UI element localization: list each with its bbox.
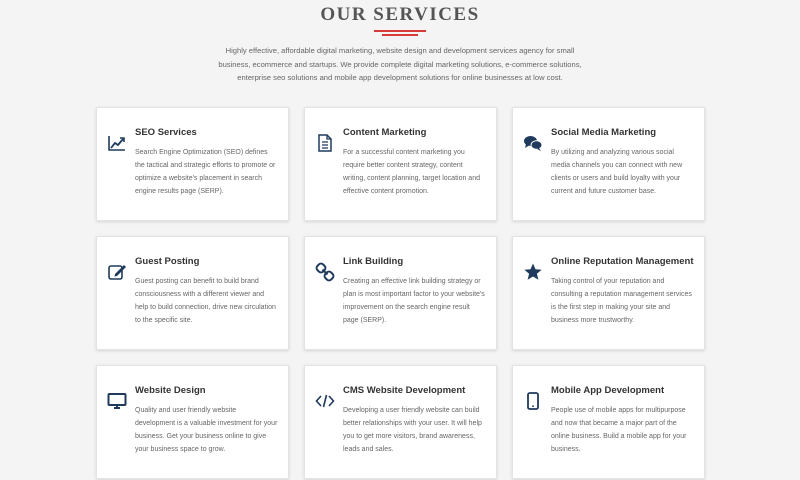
service-description: Quality and user friendly website development is a valuable investment for your business. Get your business online to give your business space to grow. xyxy=(135,407,278,453)
service-description: Creating an effective link building strategy or plan is most important factor to your website's improvement on the search engine result page (SERP). xyxy=(343,278,485,324)
title-underline xyxy=(374,30,426,36)
service-card-cms-development[interactable] xyxy=(304,365,497,479)
service-description: People use of mobile apps for multipurpose and now that became a major part of the online business. Build a mobile app for your business. xyxy=(551,407,687,453)
service-card-guest-posting[interactable] xyxy=(96,236,289,350)
chat-bubbles-icon xyxy=(523,133,545,155)
service-title: Content Marketing xyxy=(343,127,427,138)
service-card-mobile-app[interactable] xyxy=(512,365,705,479)
service-title: SEO Services xyxy=(135,127,197,138)
service-description: Taking control of your reputation and consulting a reputation management services is the first step in making your site and business more trustworthy. xyxy=(551,278,692,324)
service-title: Online Reputation Management xyxy=(551,256,694,267)
document-icon xyxy=(315,133,337,155)
service-title: Website Design xyxy=(135,385,206,396)
section-intro: Highly effective, affordable digital marketing, website design and development services agency for small business, ecommerce and startups. We provide complete digital marketing solutions, e-commerce solutions, enterprise seo solutions and mobile app development solutions for online businesses at low cost. xyxy=(218,46,582,82)
service-title: Link Building xyxy=(343,256,404,267)
service-card-link-building[interactable] xyxy=(304,236,497,350)
monitor-icon xyxy=(107,391,129,413)
line-chart-icon xyxy=(107,133,129,155)
edit-icon xyxy=(107,262,129,284)
star-icon xyxy=(523,262,545,284)
service-title: Mobile App Development xyxy=(551,385,665,396)
service-card-seo[interactable] xyxy=(96,107,289,221)
link-icon xyxy=(315,262,337,284)
service-card-website-design[interactable] xyxy=(96,365,289,479)
service-description: Developing a user friendly website can build better relationships with your user. It will help you to get more visitors, brand awareness, leads and sales. xyxy=(343,407,482,453)
service-card-reputation-management[interactable] xyxy=(512,236,705,350)
service-description: Search Engine Optimization (SEO) defines the tactical and strategic efforts to promote or optimize a website's placement in search engine results page (SERP). xyxy=(135,149,276,195)
service-title: Guest Posting xyxy=(135,256,200,267)
service-description: Guest posting can benefit to build brand consciousness with a different viewer and help to build connection, drive new circulation to the specific site. xyxy=(135,278,276,324)
service-card-social-media[interactable] xyxy=(512,107,705,221)
mobile-icon xyxy=(523,391,545,413)
service-description: By utilizing and analyzing various social media channels you can connect with new clients or users and build loyalty with your current and future customer base. xyxy=(551,149,683,195)
service-title: CMS Website Development xyxy=(343,385,466,396)
services-header xyxy=(0,0,800,85)
service-description: For a successful content marketing you require better content strategy, content writing, content planning, target location and effective content promotion. xyxy=(343,149,480,195)
service-card-content-marketing[interactable] xyxy=(304,107,497,221)
section-title: OUR SERVICES xyxy=(320,4,480,25)
services-grid xyxy=(96,107,705,479)
code-icon xyxy=(315,391,337,413)
service-title: Social Media Marketing xyxy=(551,127,657,138)
